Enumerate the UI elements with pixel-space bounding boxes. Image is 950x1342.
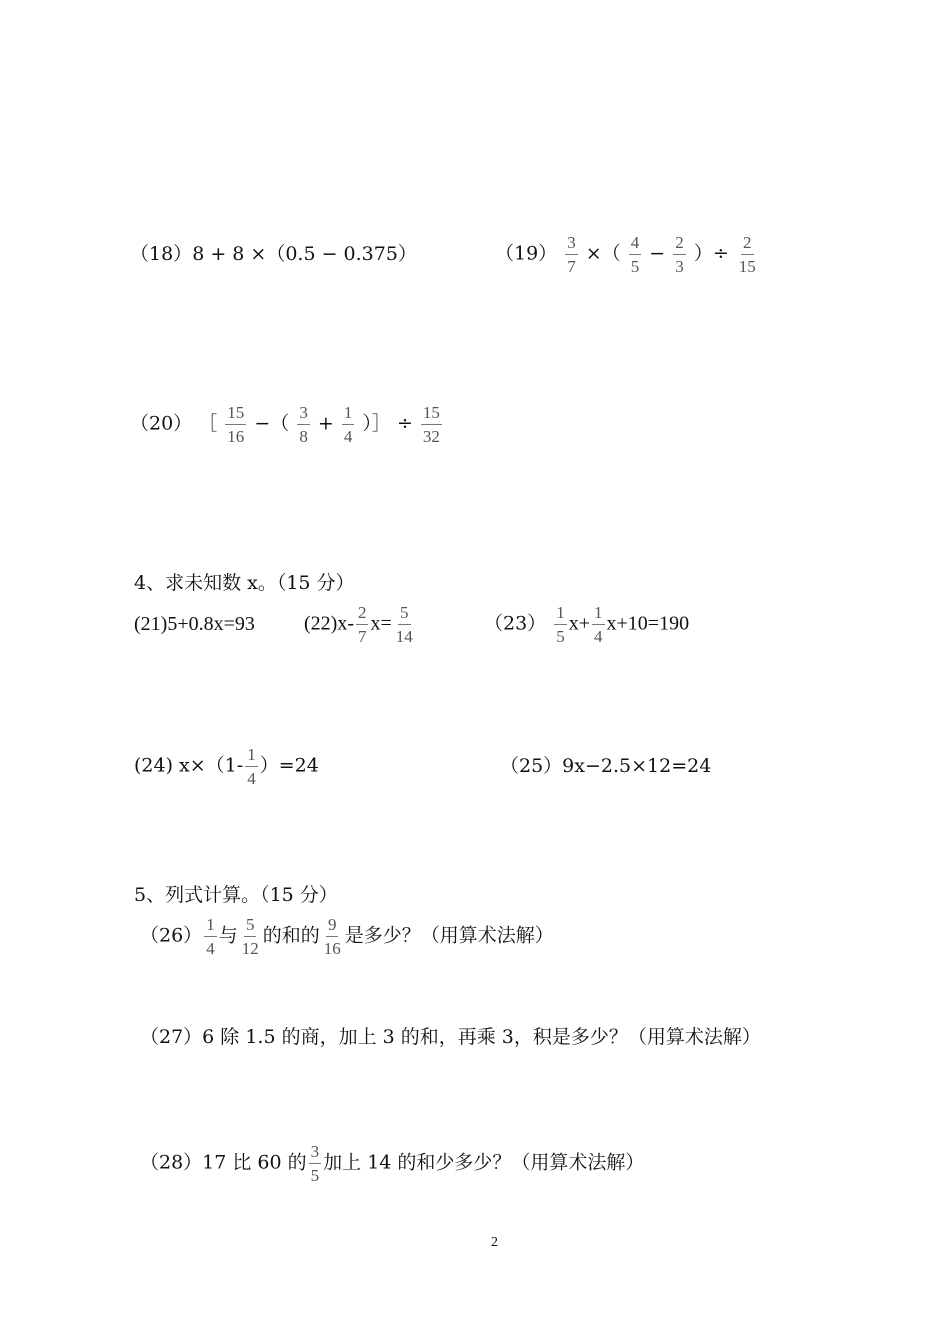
- problem-26: （26） $\frac{1}{4}$ 与 $\frac{5}{12}$ 的和的 $\frac{9}{16}$ 是多少？（用算术法解）: [140, 915, 554, 958]
- fraction: $\frac{2}{3}$: [675, 233, 684, 276]
- page-number: 2: [491, 1235, 498, 1250]
- fraction: $\frac{5}{12}$: [241, 915, 259, 958]
- fraction: $\frac{3}{7}$: [567, 233, 576, 276]
- problem-28: （28）17 比 60 的 $\frac{3}{5}$ 加上 14 的和少多少？（用算术法解）: [140, 1142, 645, 1185]
- fraction: $\frac{15}{16}$: [227, 403, 245, 446]
- problem-label: （23）: [484, 612, 547, 635]
- problem-label: （20）: [130, 412, 193, 435]
- fraction: $\frac{1}{4}$: [247, 745, 256, 788]
- fraction: $\frac{15}{32}$: [422, 403, 440, 446]
- fraction: $\frac{1}{4}$: [206, 915, 215, 958]
- problem-23: （23） $\frac{1}{5}$ x+ $\frac{1}{4}$ x+10=190: [484, 603, 690, 646]
- problem-27: （27）6 除 1.5 的商，加上 3 的和，再乘 3，积是多少？（用算术法解）: [140, 1026, 761, 1048]
- section-4-heading: 4、求未知数 x。（15 分）: [134, 572, 355, 594]
- fraction: $\frac{1}{5}$: [556, 603, 565, 646]
- problem-20: （20） ［ $\frac{15}{16}$ −（ $\frac{3}{8}$ + $\frac{1}{4}$ ）］ ÷ $\frac{15}{32}$: [130, 403, 440, 446]
- problem-label: （18）: [130, 243, 193, 265]
- problem-18: [130, 245, 417, 264]
- fraction: $\frac{9}{16}$: [323, 915, 341, 958]
- problem-21: (21)5+0.8x=93: [134, 613, 255, 635]
- problem-22: (22)x- $\frac{2}{7}$ x= $\frac{5}{14}$: [304, 603, 413, 646]
- fraction: $\frac{3}{5}$: [310, 1142, 320, 1185]
- fraction: $\frac{2}{15}$: [738, 233, 756, 276]
- fraction: $\frac{1}{4}$: [594, 603, 603, 646]
- fraction: $\frac{3}{8}$: [299, 403, 308, 446]
- fraction: $\frac{2}{7}$: [357, 603, 367, 646]
- fraction: $\frac{5}{14}$: [395, 603, 413, 646]
- fraction: $\frac{4}{5}$: [630, 233, 640, 276]
- fraction: $\frac{1}{4}$: [343, 403, 353, 446]
- problem-label: （26）: [140, 924, 203, 947]
- problem-24: (24) x×（1- $\frac{1}{4}$ ）=24: [134, 745, 319, 788]
- section-5-heading: 5、列式计算。（15 分）: [134, 884, 338, 906]
- problem-19: （19） $\frac{3}{7}$ ×（ $\frac{4}{5}$ − $\frac{2}{3}$ ）÷ $\frac{2}{15}$: [495, 233, 756, 276]
- expression: 8 + 8 ×（0.5 − 0.375）: [192, 243, 417, 265]
- problem-25: （25）9x−2.5×12=24: [500, 755, 712, 777]
- problem-label: （19）: [495, 242, 558, 265]
